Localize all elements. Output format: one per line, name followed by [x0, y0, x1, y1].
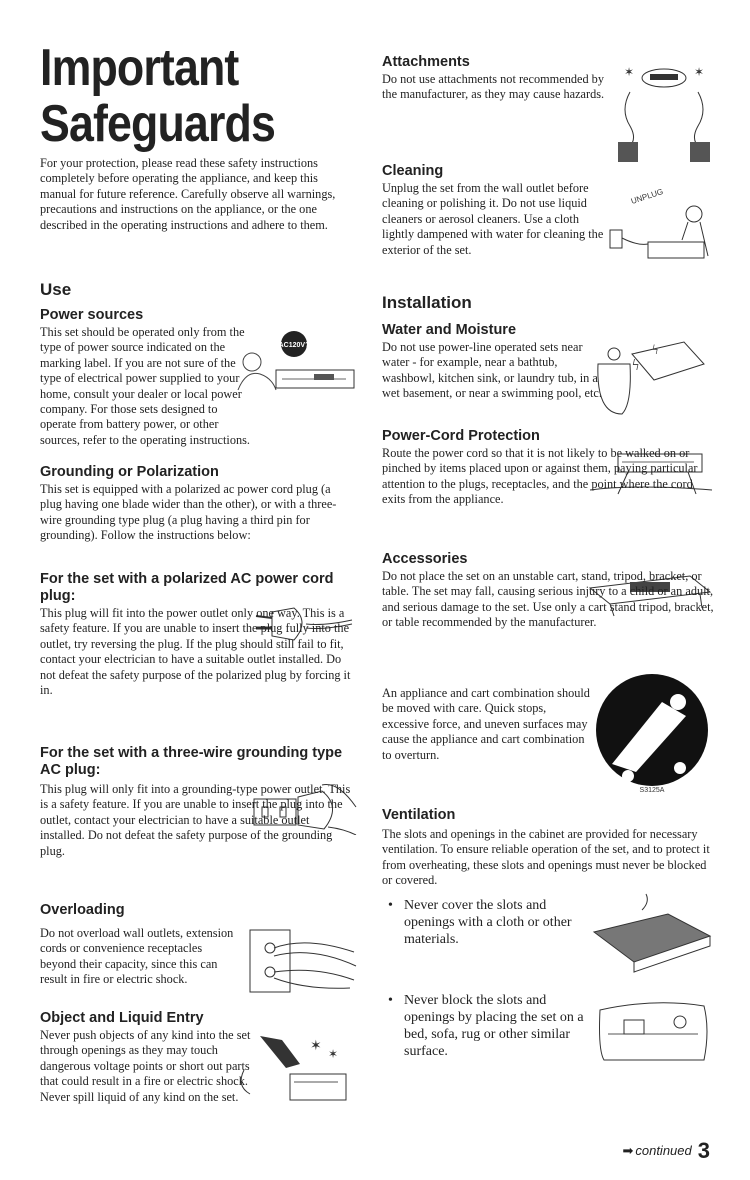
water-illustration — [592, 334, 708, 418]
bullet-text: Never cover the slots and openings with a cloth or other materials. — [404, 898, 572, 947]
continued-label: continued — [635, 1143, 692, 1158]
grounding-text: This set is equipped with a polarized ac power cord plug (a plug having one blade wider than the other), or with a three-wire grounding type plug (a plug having a third pin for grounding). Follow the instructions below: — [40, 482, 337, 543]
title-line-1: Important — [40, 39, 239, 97]
polarized-heading: For the set with a polarized AC power cord plug: — [40, 571, 334, 604]
attachments-illustration — [616, 60, 712, 164]
ventilation-text: The slots and openings in the cabinet are provided for necessary ventilation. To ensure reliable operation of the set, and to protect it from overheating, these slots and openings must never be blocked or covered. — [382, 827, 710, 888]
grounding-heading: Grounding or Polarization — [40, 464, 219, 480]
svg-text:✶: ✶ — [624, 65, 635, 79]
attachments-heading: Attachments — [382, 54, 470, 70]
bullet-dot: • — [388, 993, 393, 1008]
powercord-text: Route the power cord so that it is not likely to be walked on or pinched by items placed upon or against them, paying particular attention to the plugs, receptacles, and the point where the cord exits from the appliance. — [382, 446, 698, 507]
cloth-cover-illustration — [588, 892, 714, 974]
installation-heading: Installation — [382, 293, 472, 312]
water-text: Do not use power-line operated sets near water - for example, near a bathtub, washbowl, kitchen sink, or laundry tub, in a wet basement, or near a swimming pool, etc. — [382, 340, 602, 401]
bullet-dot: • — [388, 898, 393, 913]
page-number: 3 — [697, 1138, 710, 1163]
unplug-label: UNPLUG — [629, 187, 665, 206]
continued-arrow-icon: ➡ — [622, 1143, 634, 1158]
threewire-text: This plug will only fit into a grounding-type power outlet. This is a safety feature. If you are unable to insert the plug into the outlet, contact your electrician to have a suitable outlet installed. Do not defeat the safety purpose of the grounding plug. — [40, 782, 351, 858]
power-sources-text: This set should be operated only from the type of power source indicated on the marking label. If you are not sure of the type of electrical power supplied to your home, consult your dealer or local power company. For those sets designed to operate from battery power, or other sources, refer to the operating instructions. — [40, 325, 251, 447]
ventilation-heading: Ventilation — [382, 807, 456, 823]
cleaning-heading: Cleaning — [382, 163, 444, 179]
svg-text:ϟ: ϟ — [652, 343, 659, 358]
attachments-text: Do not use attachments not recommended by the manufacturer, as they may cause hazards. — [382, 72, 605, 102]
cleaning-illustration — [608, 186, 714, 266]
water-heading: Water and Moisture — [382, 322, 517, 338]
accessories-text-2: An appliance and cart combination should be moved with care. Quick stops, excessive force, and uneven surfaces may cause the appliance and cart combination to overturn. — [382, 686, 590, 762]
overloading-text: Do not overload wall outlets, extension cords or convenience receptacles beyond their capacity, since this can result in fire or electric shock. — [40, 926, 234, 987]
figure-code: S3125A — [639, 787, 665, 792]
page-footer — [622, 1138, 710, 1164]
accessories-heading: Accessories — [382, 551, 468, 567]
svg-text:✶: ✶ — [310, 1039, 322, 1054]
accessories-text: Do not place the set on an unstable cart, stand, tripod, bracket, or table. The set may fall, causing serious injury to a child or an adult, and serious damage to the set. Use only a cart stand tripod, bracket, or table recommended by the manufacturer. — [382, 569, 714, 630]
object-text: Never push objects of any kind into the set through openings as they may touch dangerous voltage points or short out parts that could result in a fire or electric shock. Never spill liquid of any kind on the set. — [40, 1028, 251, 1104]
powercord-heading: Power-Cord Protection — [382, 428, 540, 444]
sofa-illustration — [594, 990, 712, 1064]
svg-text:ϟ: ϟ — [632, 357, 640, 374]
polarized-text: This plug will fit into the power outlet only one way. This is a safety feature. If you are unable to insert the plug fully into the outlet, try reversing the plug. If the plug should still fail to fit, contact your electrician to have a suitable outlet installed. Do not defeat the safety purpose of the polarized plug by forcing it in. — [40, 606, 351, 698]
cleaning-text: Unplug the set from the wall outlet before cleaning or polishing it. Do not use liquid cleaners or aerosol cleaners. Use a cloth lightly dampened with water for cleaning the exterior of the set. — [382, 181, 604, 257]
ac120v-label: AC120V? — [278, 342, 310, 349]
power-sources-heading: Power sources — [40, 307, 144, 323]
overloaded-outlet-illustration — [246, 926, 358, 996]
intro-text: For your protection, please read these safety instructions completely before operating the appliance, and keep this manual for future reference. Carefully observe all warnings, precautions and instructions on the appliance, or the one described in the operating instructions and adhere to them. — [40, 156, 336, 232]
object-heading: Object and Liquid Entry — [40, 1010, 204, 1026]
title-line-2: Safeguards — [40, 95, 275, 153]
svg-text:✶: ✶ — [328, 1047, 339, 1061]
use-heading: Use — [40, 280, 72, 299]
page-title — [40, 40, 298, 152]
overloading-heading: Overloading — [40, 902, 125, 918]
threewire-heading: For the set with a three-wire grounding type AC plug: — [40, 745, 343, 778]
bullet-text: Never block the slots and openings by placing the set on a bed, sofa, rug or other similar surface. — [404, 993, 584, 1059]
cart-warning-illustration — [592, 672, 714, 792]
svg-text:✶: ✶ — [694, 65, 705, 79]
